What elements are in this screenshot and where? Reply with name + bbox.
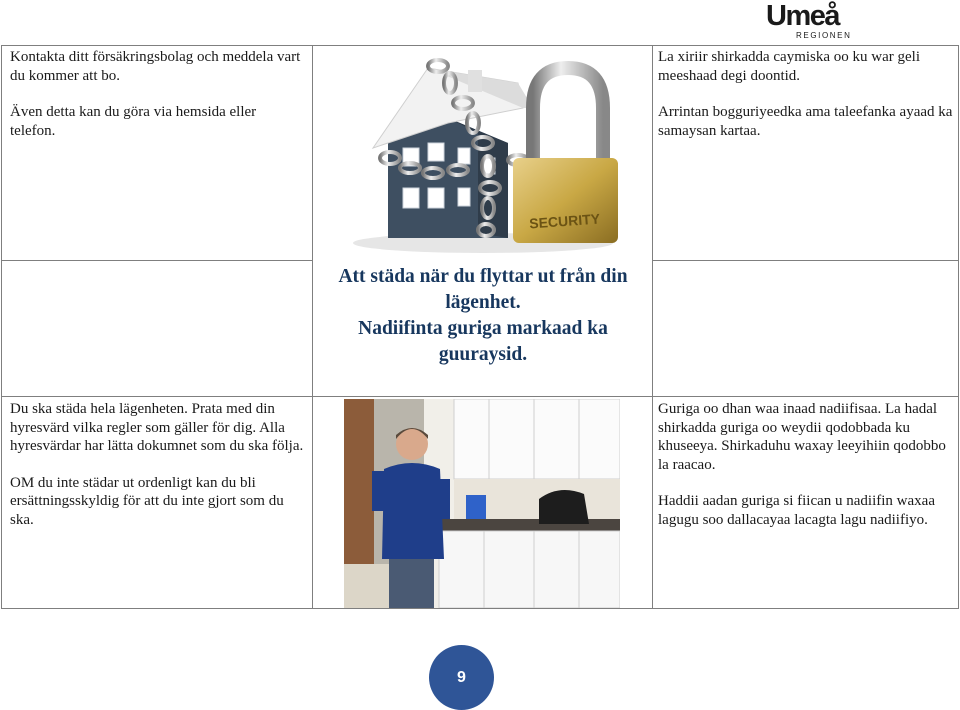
table-border-bottom [1, 608, 959, 609]
logo-wordmark: Umeå [766, 0, 839, 32]
paragraph: Arrintan bogguriyeedka ama taleefanka ayaad ka samaysan kartaa. [658, 104, 953, 139]
logo-subtitle: REGIONEN [796, 31, 852, 40]
cleaning-text-swedish [10, 400, 308, 529]
paragraph: Du ska städa hela lägenheten. Prata med din hyresvärd vilka regler som gäller för dig. Alla hyresvärdar har lätta dokumnet som du ska följa. [10, 401, 304, 454]
padlock-caption: SECURITY [528, 210, 601, 232]
locked-house-illustration [318, 48, 648, 256]
kitchen-illustration [344, 399, 620, 608]
locked-house-image [318, 48, 648, 256]
paragraph: La xiriir shirkadda caymiska oo ku war geli meeshaad degi doontid. [658, 49, 921, 84]
page-number-badge: 9 [429, 645, 494, 710]
title-swedish: Att städa när du flyttar ut från din lägenhet. [338, 266, 628, 313]
cleaning-text-somali [658, 400, 953, 529]
kitchen-cleaning-photo [344, 399, 620, 608]
paragraph: Även detta kan du göra via hemsida eller telefon. [10, 104, 257, 139]
left-cell-divider [1, 260, 312, 261]
right-cell-divider [652, 260, 959, 261]
paragraph: OM du inte städar ut ordenligt kan du bli ersättningsskyldig för att du inte gjort som du ska. [10, 474, 284, 528]
insurance-text-swedish [10, 48, 305, 140]
paragraph: Guriga oo dhan waa inaad nadiifisaa. La hadal shirkadda guriga oo weydii qodobbada ku khuseeya. Shirkaduhu waxay leeyihiin qodobbo la raacao. [658, 401, 946, 473]
table-border-left [1, 45, 2, 609]
table-border-right [958, 45, 959, 609]
insurance-text-somali [658, 48, 953, 140]
title-somali: Nadiifinta guriga markaad ka guuraysid. [358, 318, 608, 365]
section-title [313, 264, 653, 368]
table-border-middle [1, 396, 959, 397]
table-border-top [1, 45, 959, 46]
paragraph: Haddii aadan guriga si fiican u nadiifin waxaa lagugu soo dallacayaa lacagta lagu nadiifiyo. [658, 493, 935, 528]
paragraph: Kontakta ditt försäkringsbolag och meddela vart du kommer att bo. [10, 49, 301, 84]
